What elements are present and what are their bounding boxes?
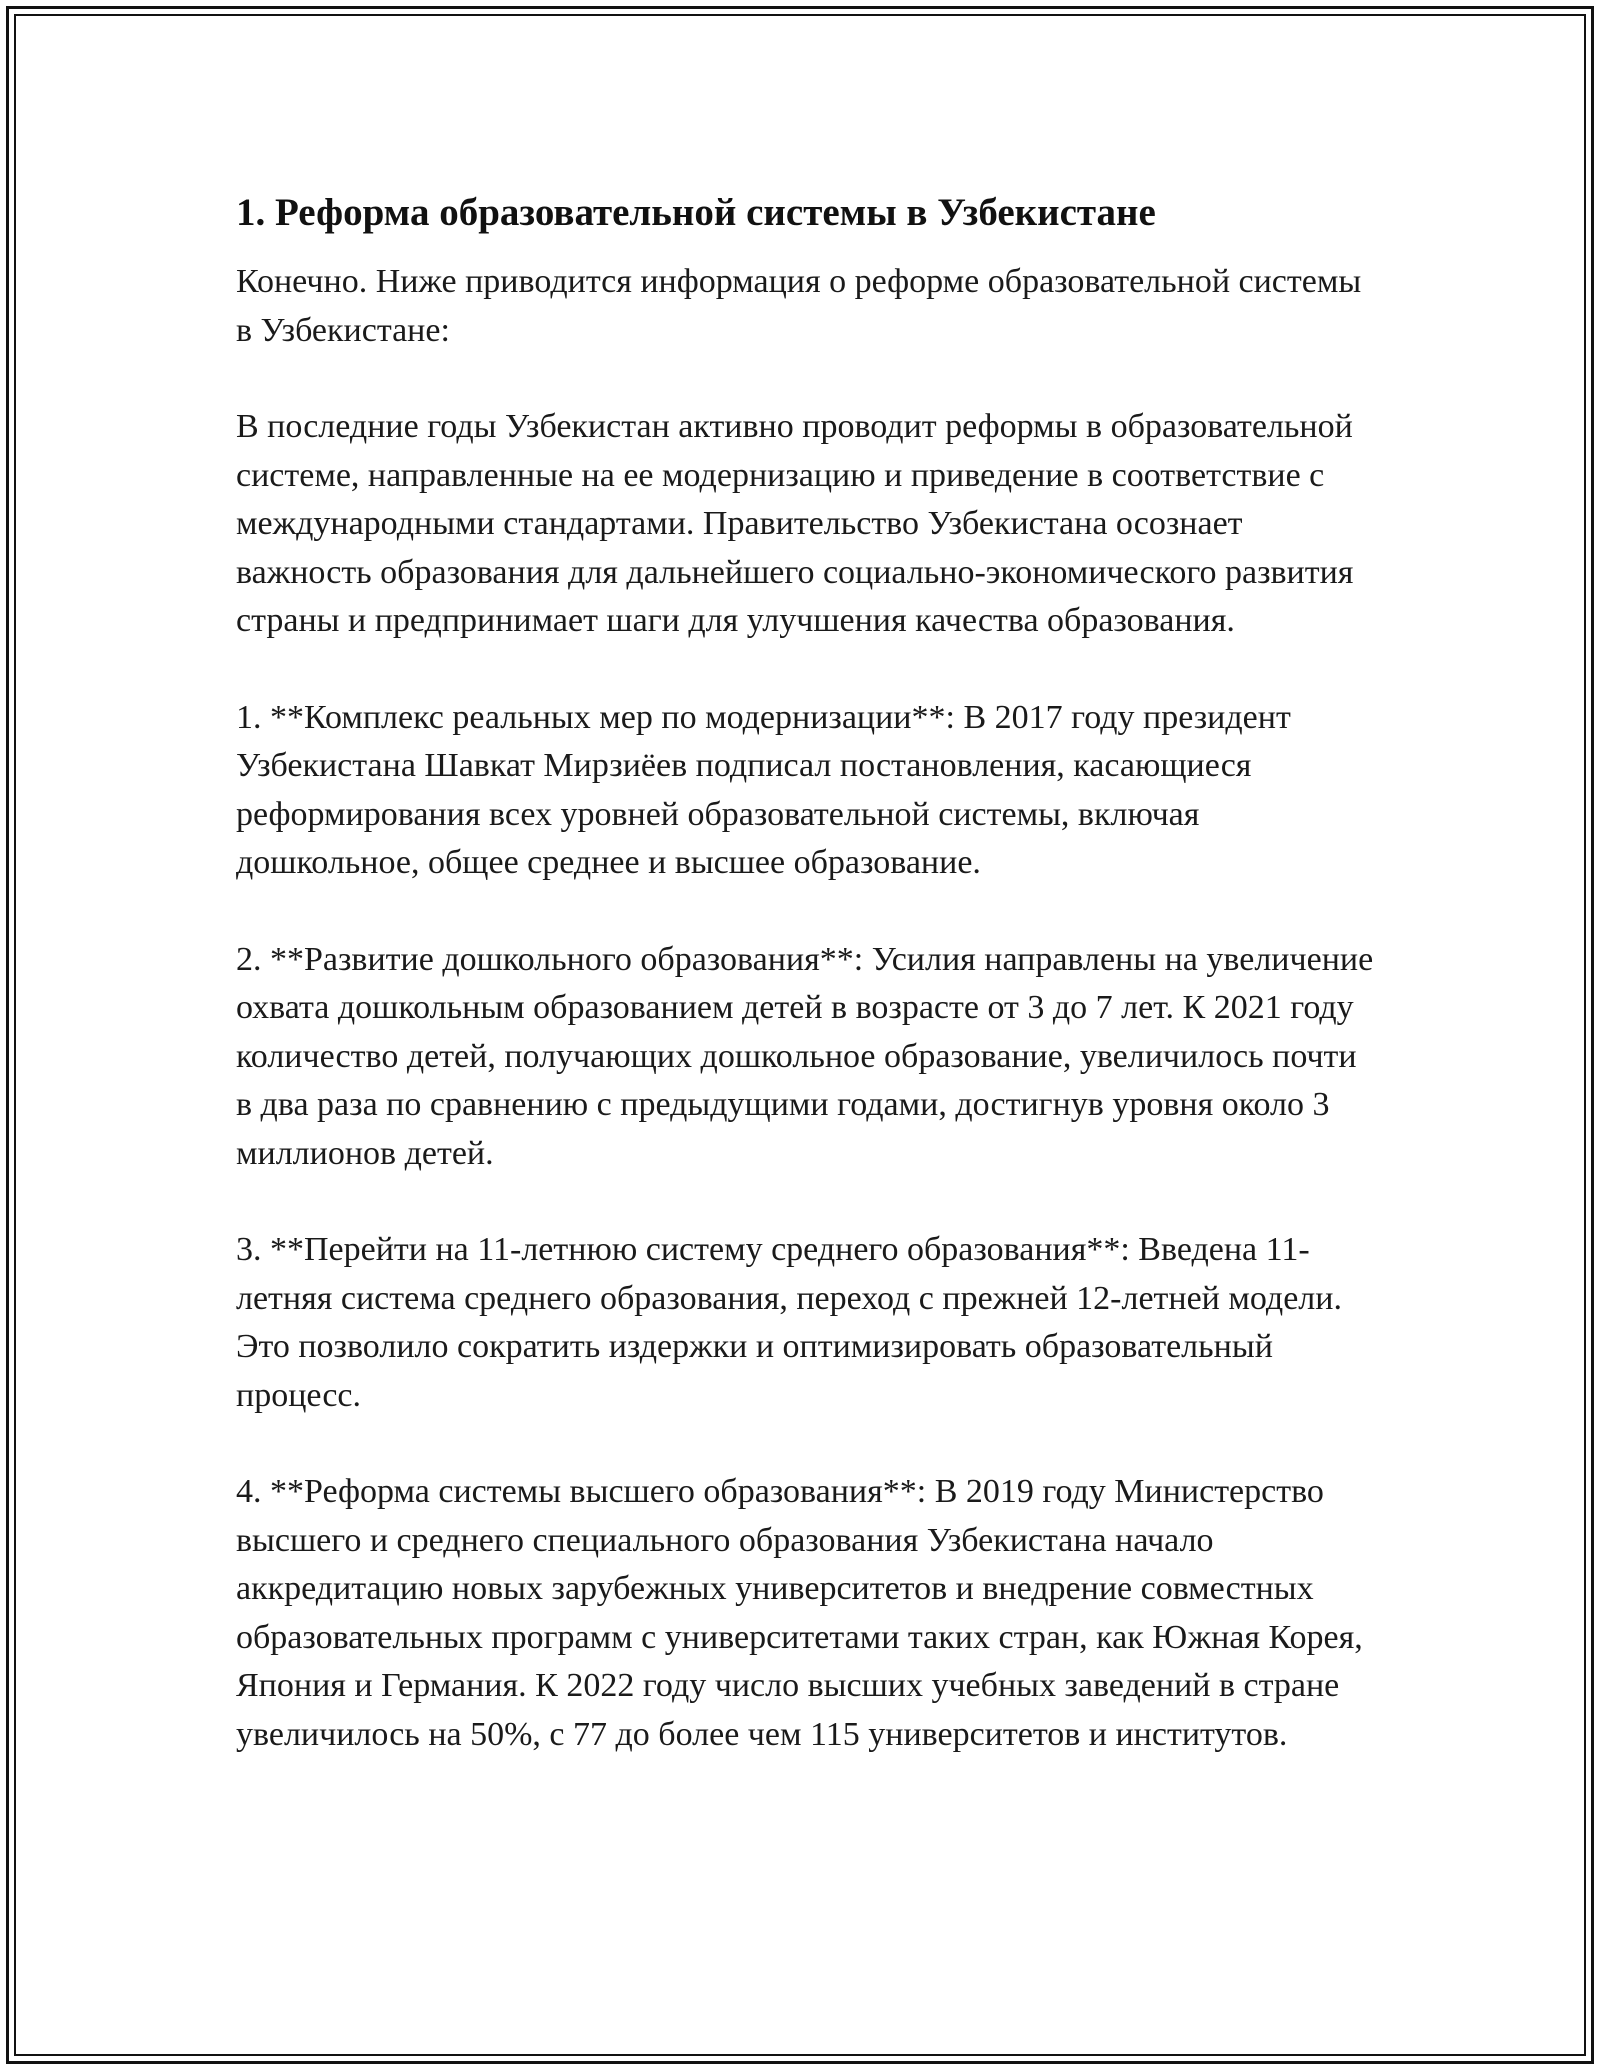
document-body (236, 188, 1376, 1759)
reform-item-1: 1. **Комплекс реальных мер по модернизации**: В 2017 году президент Узбекистана Шавкат Мирзиёев подписал постановления, касающиеся реформирования всех уровней образовательной системы, включая дошкольное, общее среднее и высшее образование. (236, 698, 1291, 881)
reform-item-4: 4. **Реформа системы высшего образования**: В 2019 году Министерство высшего и среднего специального образования Узбекистана начало аккредитацию новых зарубежных университетов и внедрение совместных образовательных программ с университетами таких стран, как Южная Корея, Япония и Германия. К 2022 году число высших учебных заведений в стране увеличилось на 50%, с 77 до более чем 115 университетов и институтов. (236, 1473, 1363, 1753)
overview-paragraph: В последние годы Узбекистан активно проводит реформы в образовательной системе, направленные на ее модернизацию и приведение в соответствие с международными стандартами. Правительство Узбекистана осознает важность образования для дальнейшего социально-экономического развития страны и предпринимает шаги для улучшения качества образования. (236, 408, 1354, 639)
reform-item-2: 2. **Развитие дошкольного образования**: Усилия направлены на увеличение охвата дошкольным образованием детей в возрасте от 3 до 7 лет. К 2021 году количество детей, получающих дошкольное образование, увеличилось почти в два раза по сравнению с предыдущими годами, достигнув уровня около 3 миллионов детей. (236, 940, 1374, 1172)
document-title: 1. Реформа образовательной системы в Узбекистане (236, 191, 1156, 234)
reform-item-3: 3. **Перейти на 11-летнюю систему среднего образования**: Введена 11-летняя система среднего образования, переход с прежней 12-летней модели. Это позволило сократить издержки и оптимизировать образовательный процесс. (236, 1231, 1342, 1414)
intro-paragraph: Конечно. Ниже приводится информация о реформе образовательной системы в Узбекистане: (236, 263, 1362, 349)
